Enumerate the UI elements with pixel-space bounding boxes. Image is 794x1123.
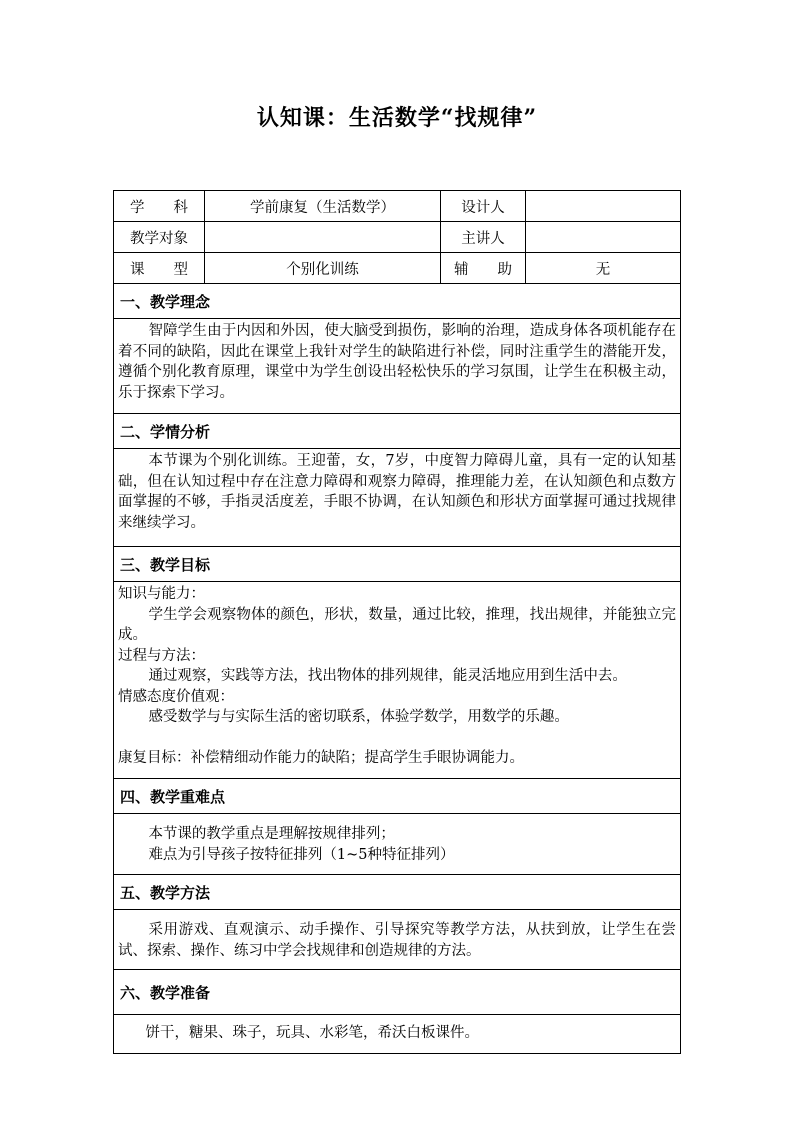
assist-label: 辅 助 [441,253,526,284]
document-title: 认知课：生活数学“找规律” [256,105,538,131]
section-title-methods: 五、教学方法 [114,875,680,910]
lesson-plan-table [113,190,681,1054]
subject-value: 学前康复（生活数学） [205,191,441,222]
objective-process-label: 过程与方法： [118,647,205,664]
spacer [118,728,676,748]
objective-rehab-text: 康复目标：补偿精细动作能力的缺陷；提高学生手眼协调能力。 [118,749,524,766]
header-grid [114,191,680,284]
analysis-paragraph: 本节课为个别化训练。王迎蕾，女，7岁，中度智力障碍儿童，具有一定的认知基础，但在认知过程中存在注意力障碍和观察力障碍，推理能力差，在认知颜色和点数方面掌握的不够，手指灵活度差，手眼不协调，在认知颜色和形状方面掌握可通过找规律来继续学习。 [118,453,676,531]
section-body-objectives [114,582,680,779]
preparation-text: 饼干，糖果、珠子，玩具、水彩笔，希沃白板课件。 [145,1025,480,1041]
designer-value [526,191,680,222]
designer-label: 设计人 [441,191,526,222]
difficulty-text: 难点为引导孩子按特征排列（1~5种特征排列） [148,846,455,863]
objective-process-text: 通过观察，实践等方法，找出物体的排列规律，能灵活地应用到生活中去。 [148,668,627,684]
objective-knowledge-label: 知识与能力： [118,586,205,602]
section-title-preparation: 六、教学准备 [114,970,680,1015]
key-point-text: 本节课的教学重点是理解按规律排列； [148,826,395,842]
philosophy-paragraph: 智障学生由于内因和外因，使大脑受到损伤，影响的治理，造成身体各项机能存在着不同的缺陷，因此在课堂上我针对学生的缺陷进行补偿，同时注重学生的潜能开发，遵循个别化教育原理，课堂中为学生创设出轻松快乐的学习氛围，让学生在积极主动，乐于探索下学习。 [118,323,676,401]
section-body-methods [114,910,680,970]
objective-emotion-text: 感受数学与与实际生活的密切联系，体验学数学，用数学的乐趣。 [148,709,569,725]
section-title-analysis: 二、学情分析 [114,414,680,449]
target-label: 教学对象 [114,222,205,253]
subject-label: 学 科 [114,191,205,222]
section-title-key-points: 四、教学重难点 [114,779,680,814]
type-label: 课 型 [114,253,205,284]
objective-knowledge-text: 学生学会观察物体的颜色，形状，数量，通过比较，推理，找出规律，并能独立完成。 [118,606,676,643]
section-body-key-points [114,814,680,875]
section-title-philosophy: 一、教学理念 [114,284,680,319]
assist-value: 无 [526,253,680,284]
type-value: 个别化训练 [205,253,441,284]
methods-paragraph: 采用游戏、直观演示、动手操作、引导探究等教学方法，从扶到放，让学生在尝试、探索、操作、练习中学会找规律和创造规律的方法。 [118,922,676,959]
lecturer-value [526,222,680,253]
target-value [205,222,441,253]
section-body-analysis [114,449,680,547]
section-title-objectives: 三、教学目标 [114,547,680,582]
section-body-philosophy [114,319,680,414]
lecturer-label: 主讲人 [441,222,526,253]
section-body-preparation [114,1015,680,1053]
objective-emotion-label: 情感态度价值观： [118,688,234,705]
